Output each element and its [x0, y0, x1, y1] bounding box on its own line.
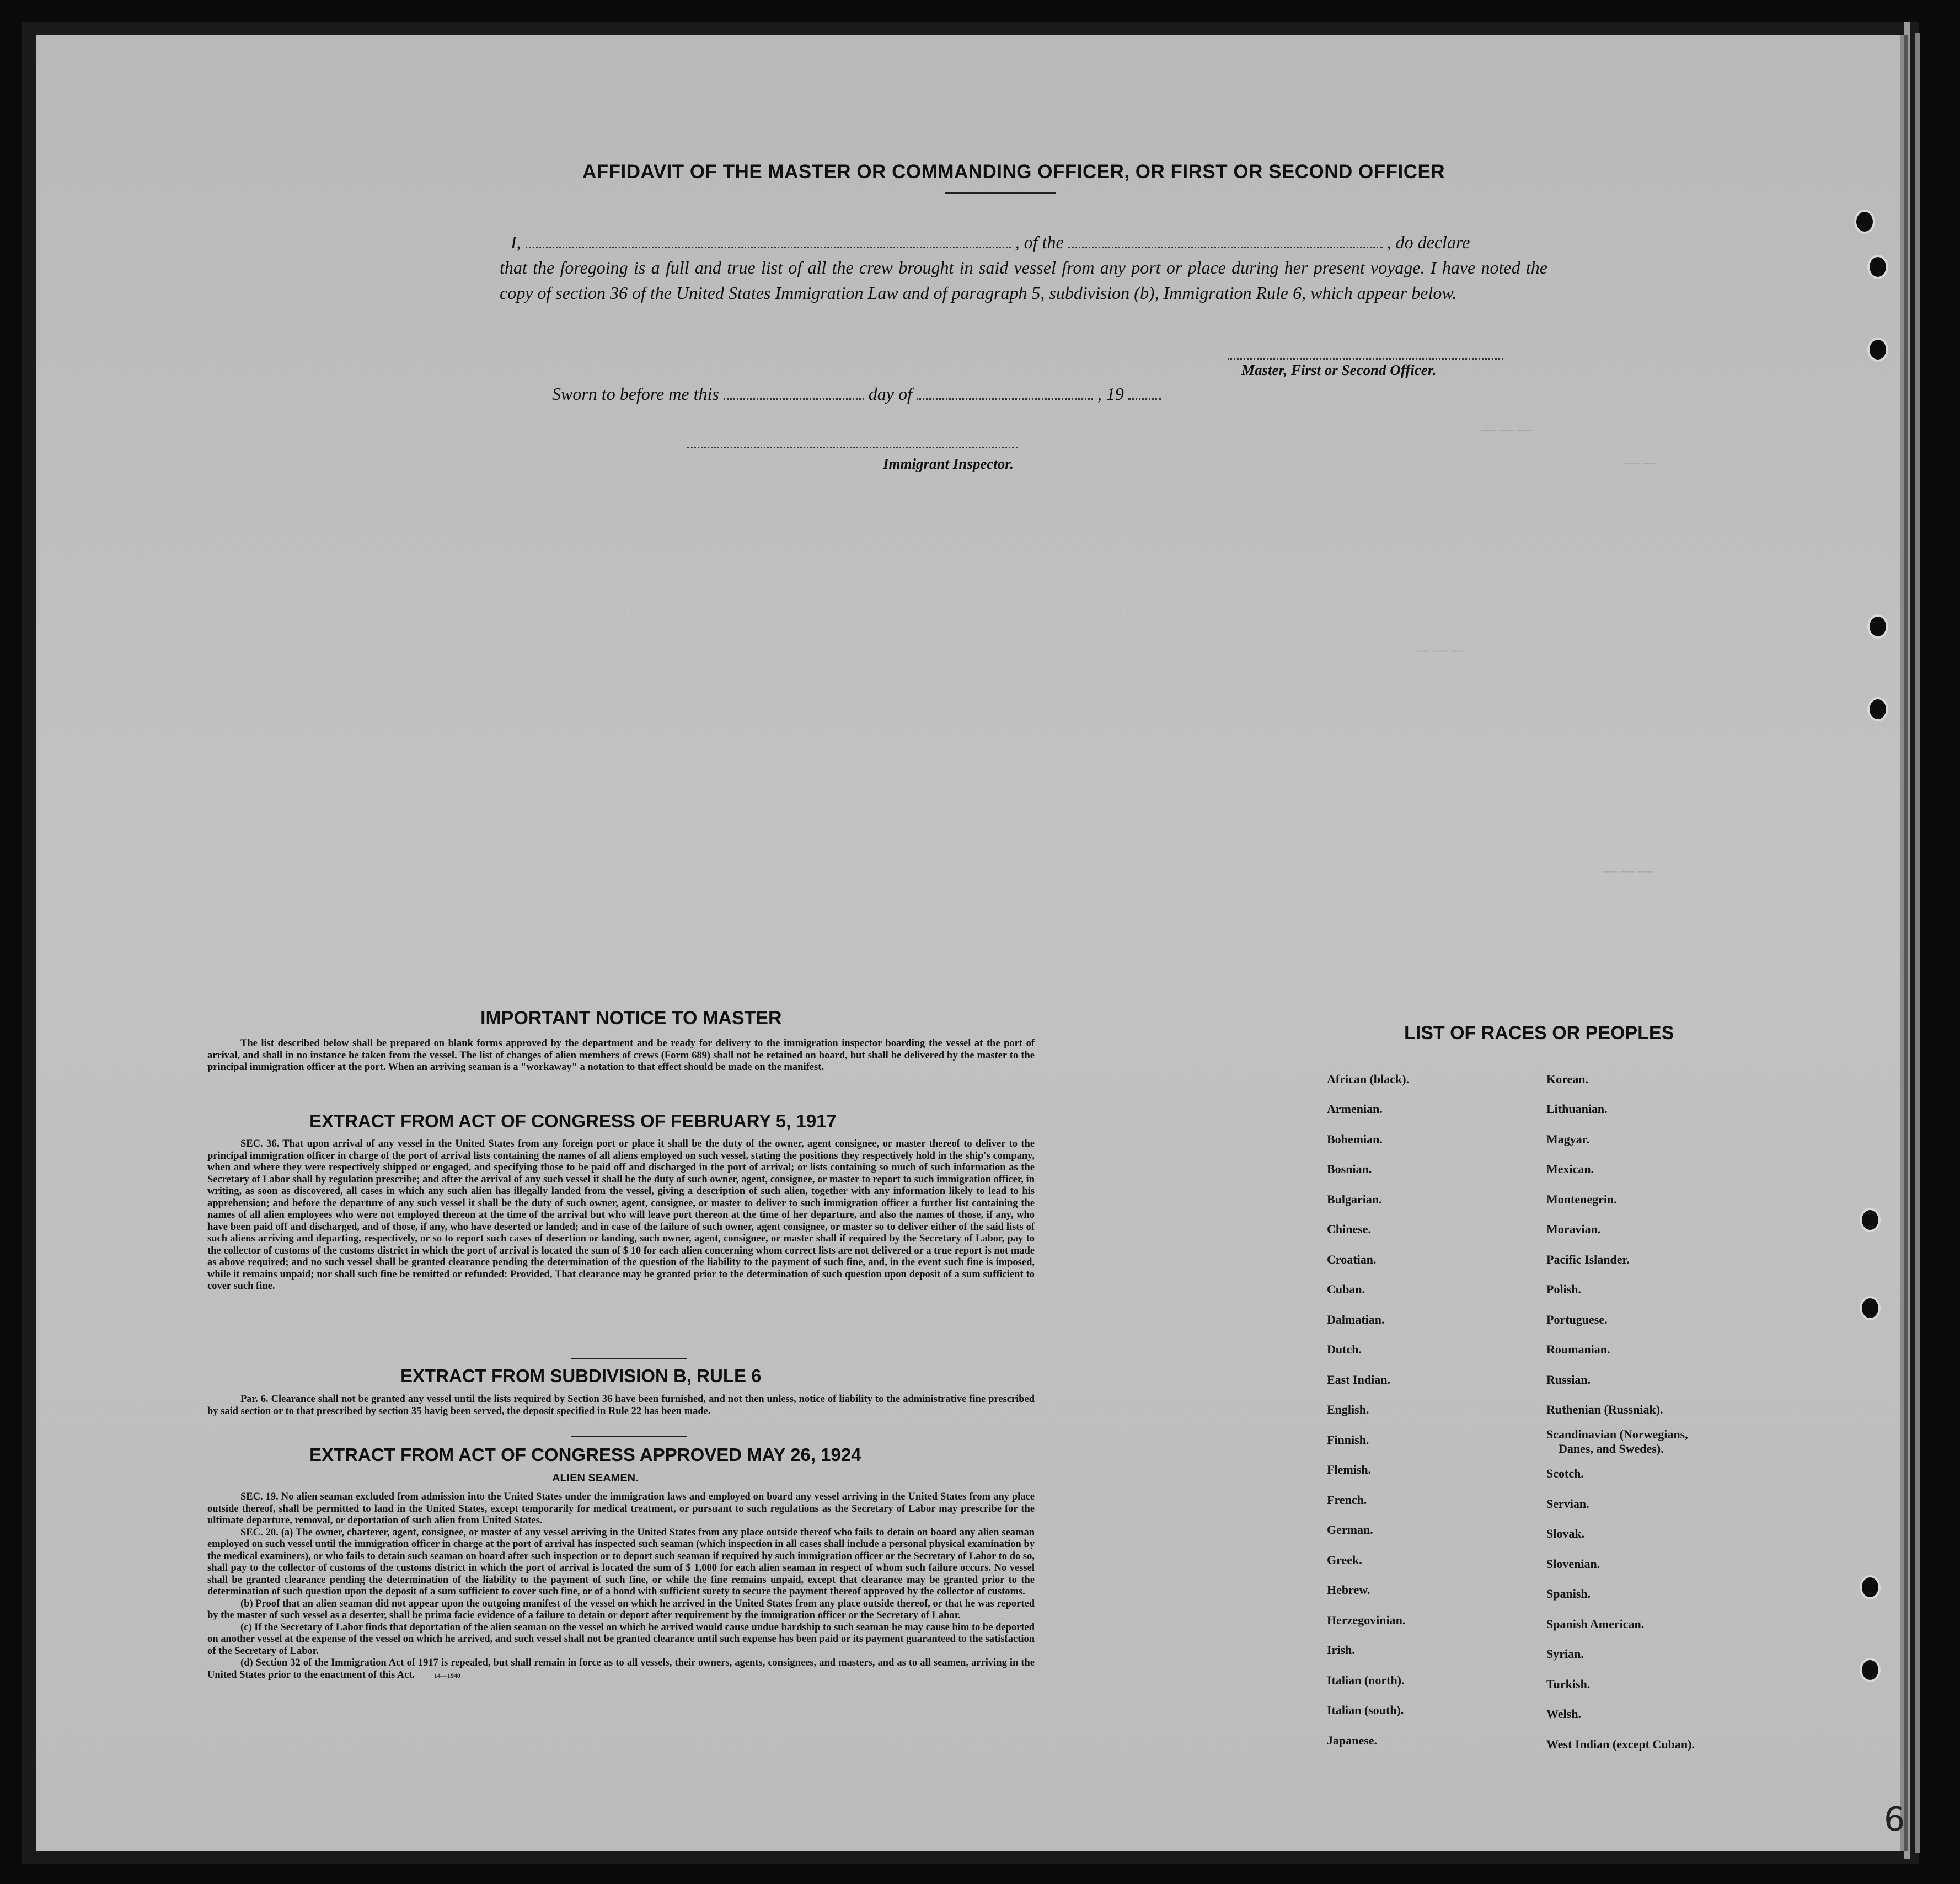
race-item: Turkish. [1546, 1677, 1591, 1691]
inspector-signature-line[interactable] [687, 443, 1018, 448]
race-item: Italian (south). [1327, 1703, 1404, 1717]
binder-hole [1860, 1208, 1881, 1232]
race-item: Russian. [1546, 1373, 1591, 1387]
race-item: Lithuanian. [1546, 1102, 1608, 1116]
extract-1924-body [207, 1491, 1035, 1682]
form-number: 14—1940 [433, 1671, 460, 1679]
race-item: Scotch. [1546, 1466, 1584, 1480]
notice-text: The list described below shall be prepared on blank forms approved by the department and be ready for delivery to the immigration inspector boarding the vessel at the port of arrival, and shall in no instance be taken from the vessel. The list of changes of alien members of crews (Form 689) shall not be retained on board, but shall be delivered by the master to the principal immigration officer at the port. When an arriving seaman is a "workaway" a notation to that effect should be made on the manifest. [207, 1038, 1035, 1073]
race-item: Dutch. [1327, 1342, 1362, 1356]
race-item: Ruthenian (Russniak). [1546, 1403, 1663, 1416]
name-field[interactable] [526, 243, 1011, 248]
affidavit-title: AFFIDAVIT OF THE MASTER OR COMMANDING OFFICER, OR FIRST OR SECOND OFFICER [582, 161, 1445, 183]
sec-20d-body: (d) Section 32 of the Immigration Act of 1917 is repealed, but shall remain in force as to all vessels, their owners, agents, consignees, and masters, and as to all seamen, arriving in the United States prior to the enactment of this Act. [207, 1657, 1035, 1680]
binder-hole [1867, 614, 1888, 639]
race-item: African (black). [1327, 1072, 1410, 1086]
race-item: Danes, and Swedes). [1559, 1442, 1664, 1455]
race-item: Flemish. [1327, 1463, 1372, 1476]
race-item: Italian (north). [1327, 1673, 1405, 1687]
document-sheet: — — — — — — — — — — — AFFIDAVIT OF THE MASTER OR COMMANDING OFFICER, OR FIRST OR SECOND OFFICER I, , of the , do declare that the foregoing is a full and true list of all the crew brought in said vessel from any port or place during her present voyage. I have noted the copy of section 36 of the United States Immigration Law and of paragraph 5, subdivision (b), Immigration Rule 6, which appear below. Master, First or Second Officer. Sworn to before me this day of , 19 Immigrant Inspector. IMPORTANT NOTICE TO MASTER The list described below shall be prepared on blank forms approved by the department and be ready for delivery to the immigration inspector boarding the vessel at the port of arrival, and shall in no instance be taken from the vessel. The list of changes of alien members of crews (Form 689) shall not be retained on board, but shall be delivered by the master to the principal immigration officer at the port. When an arriving seaman is a "workaway" a notation to that effect should be made on the manifest. EXTRACT FROM ACT OF CONGRESS OF FEBRUARY 5, 1917 SEC. 36. That upon arrival of any vessel in the United States from any foreign port or place it shall be the duty of the owner, agent consignee, or master thereof to deliver to the principal immigration officer in charge of the port of arrival lists containing the names of all aliens employed on such vessel, stating the positions they respectively hold in the ship's company, when and where they were respectively shipped or engaged, and specifying those to be paid off and discharged in the port of arrival; or lists containing so much of such information as the Secretary of Labor shall by regulation prescribe; and after the arrival of any such vessel it shall be the duty of such owner, agent, consignee, or master to report to such immigration officer, in writing, as soon as discovered, all cases in which any such alien has illegally landed from the vessel, giving a description of such alien, together with any information likely to lead to his apprehension; and before the departure of any such vessel it shall be the duty of such owner, agent, consignee, or master to deliver to such immigration officer a further list containing the names of all alien employees who were not employed thereon at the time of the arrival but who will leave port thereon at the time of her departure, and also the names of those, if any, who have been paid off and discharged, and of those, if any, who have deserted or landed; and in case of the failure of such owner, agent consignee, or master so to deliver either of the said lists of such aliens arriving and departing, respectively, or so to report such cases of desertion or landing, such owner, agent, consignee, or master shall if required by the Secretary of Labor, pay to the collector of customs of the customs district in which the port of arrival is located the sum of $ 10 for each alien concerning whom correct lists are not delivered or a true report is not made as above required; and no such vessel shall be granted clearance pending the determination of the question of the liability to the payment of such fine, and, in the event such fine is imposed, while it remains unpaid; nor shall such fine be remitted or refunded: Provided, That clearance may be granted prior to the determination of such question upon deposit of a sum sufficient to cover such fine. EXTRACT FROM SUBDIVISION B, RULE 6 Par. 6. Clearance shall not be granted any vessel until the lists required by Section 36 have been furnished, and not then unless, notice of liability to the administrative fine prescribed by said section or to that prescribed by section 35 havig been served, the deposit specified in Rule 22 has been made. EXTRACT FROM ACT OF CONGRESS APPROVED MAY 26, 1924 ALIEN SEAMEN. SEC. 19. No alien seaman excluded from admission into the United States under the immigration laws and employed on board any vessel arriving in the United States from any place outside thereof, shall be permitted to land in the United States, except temporarily for medical treatment, or pursuant to such regulations as the Secretary of Labor may prescribe for the ultimate departure, removal, or deportation of such alien from United States. SEC. 20. (a) The owner, charterer, agent, consignee, or master of any vessel arriving in the United States from any place outside thereof who fails to detain on board any alien seaman employed on such vessel until the immigration officer in charge at the port of arrival has inspected such seaman (which inspection in all cases shall include a personal physical examination by the medical examiners), or who fails to detain such seaman on board after such inspection or to deport such seaman if required by such immigration officer or the Secretary of Labor to do so, shall pay to the collector of customs of the customs district in which the port of arrival is located the sum of $ 1,000 for each alien seaman in respect of whom such failure occurs. No vessel shall be granted clearance pending the determination of the liability to the payment of such fine, or while the fine remains unpaid, except that clearance may be granted prior to the determination of such question upon the deposit of a sum sufficient to cover such fine, or of a bond with sufficient surety to secure the payment thereof approved by the collector of customs. (b) Proof that an alien seaman did not appear upon the outgoing manifest of the vessel on which he arrived in the United States from any place outside thereof, or that he was reported by the master of such vessel as a deserter, shall be prima facie evidence of a failure to detain or deport after requirement by the immigration officer or the Secretary of Labor. (c) If the Secretary of Labor finds that deportation of the alien seaman on the vessel on which he arrived would cause undue hardship to such seaman he may cause him to be deported on another vessel at the expense of the vessel on which he arrived, and such vessel shall not be granted clearance until such expense has been paid or its payment guaranteed to the satisfaction of the Secretary of Labor. (d) Section 32 of the Immigration Act of 1917 is repealed, but shall remain in force as to all vessels, their owners, agents, consignees, and masters, and as to all seamen, arriving in the United States prior to the enactment of this Act. 14—1940 LIST OF RACES OR PEOPLES African (black). Armenian. Bohemian. Bosnian. Bulgarian. Chinese. Croatian. Cuban. Dalmatian. Dutch. East Indian. English. Finnish. Flemish. French. German. Greek. Hebrew. Herzegovinian. Irish. Italian (north). Italian (south). Japanese. Korean. Lithuanian. Magyar. Mexican. Montenegrin. Moravian. Pacific Islander. Polish. Portuguese. Roumanian. Russian. Ruthenian (Russniak). Scandinavian (Norwegians, Danes, and Swedes). Scotch. Servian. Slovak. Slovenian. Spanish. Spanish American. Syrian. Turkish. Welsh. West Indian (except Cuban). 6 [36, 35, 1904, 1851]
race-item: Irish. [1327, 1643, 1355, 1657]
page-edge-shadow [1915, 33, 1920, 1853]
race-item: Spanish American. [1546, 1617, 1645, 1631]
race-item: Portuguese. [1546, 1313, 1608, 1326]
declaration-do-declare: , do declare [1386, 232, 1470, 252]
race-item: West Indian (except Cuban). [1546, 1737, 1695, 1751]
sec-19-text: SEC. 19. No alien seaman excluded from admission into the United States under the immigration laws and employed on board any vessel arriving in the United States from any place outside thereof, shall be permitted to land in the United States, except temporarily for medical treatment, or pursuant to such regulations as the Secretary of Labor may prescribe for the ultimate departure, removal, or deportation of such alien from United States. [207, 1491, 1035, 1526]
affidavit-declaration [500, 229, 1547, 306]
race-item: Magyar. [1546, 1132, 1590, 1146]
notice-title: IMPORTANT NOTICE TO MASTER [480, 1008, 782, 1029]
vessel-field[interactable] [1068, 243, 1383, 248]
race-item: Greek. [1327, 1553, 1362, 1567]
extract-1924-subtitle: ALIEN SEAMEN. [552, 1472, 639, 1484]
race-item: East Indian. [1327, 1373, 1390, 1387]
inspector-signature-label: Immigrant Inspector. [883, 456, 1014, 472]
race-item: Pacific Islander. [1546, 1253, 1630, 1266]
declaration-i: I, [511, 232, 521, 252]
race-item: Slovak. [1546, 1527, 1585, 1540]
race-item: Slovenian. [1546, 1557, 1600, 1571]
race-item: Roumanian. [1546, 1342, 1610, 1356]
binder-hole [1854, 210, 1875, 234]
race-item: Welsh. [1546, 1707, 1581, 1721]
sworn-day-field[interactable] [724, 395, 864, 400]
race-item: Bohemian. [1327, 1132, 1383, 1146]
race-item: Scandinavian (Norwegians, [1546, 1427, 1688, 1441]
master-signature-line[interactable] [1228, 355, 1503, 360]
race-item: Bulgarian. [1327, 1192, 1382, 1206]
extract-rule6-title: EXTRACT FROM SUBDIVISION B, RULE 6 [400, 1366, 762, 1386]
race-item: Spanish. [1546, 1587, 1591, 1601]
race-item: Moravian. [1546, 1222, 1601, 1236]
extract-1924-title: EXTRACT FROM ACT OF CONGRESS APPROVED MAY 26, 1924 [309, 1444, 861, 1465]
race-item: Chinese. [1327, 1222, 1372, 1236]
margin-handwritten-mark: 6 [1884, 1800, 1905, 1839]
declaration-body: that the foregoing is a full and true list of all the crew brought in said vessel from any port or place during her present voyage. I have noted the copy of section 36 of the United States Immigration Law and of paragraph 5, subdivision (b), Immigration Rule 6, which appear below. [500, 258, 1547, 303]
race-item: Mexican. [1546, 1162, 1594, 1176]
title-rule [945, 192, 1056, 194]
sec-20b-text: (b) Proof that an alien seaman did not appear upon the outgoing manifest of the vessel on which he arrived in the United States from any place outside thereof, or that he was reported by the master of such vessel as a deserter, shall be prima facie evidence of a failure to detain or deport after requirement by the immigration officer or the Secretary of Labor. [207, 1598, 1035, 1621]
race-item: Korean. [1546, 1072, 1588, 1086]
divider-2 [571, 1436, 687, 1437]
divider-1 [571, 1358, 687, 1359]
sworn-day-of: day of [868, 384, 912, 404]
race-item: Dalmatian. [1327, 1313, 1385, 1326]
binder-hole [1860, 1296, 1881, 1320]
race-item: Hebrew. [1327, 1583, 1370, 1597]
race-item: Cuban. [1327, 1282, 1365, 1296]
declaration-of-the: , of the [1015, 232, 1064, 252]
binder-hole [1867, 255, 1888, 279]
sec-20d-text [207, 1657, 1035, 1682]
binder-hole [1867, 697, 1888, 721]
sworn-line [552, 384, 1161, 404]
binder-hole [1860, 1658, 1881, 1682]
race-item: German. [1327, 1523, 1373, 1537]
sworn-prefix: Sworn to before me this [552, 384, 719, 404]
sworn-year-field[interactable] [1128, 395, 1161, 400]
extract-rule6-text: Par. 6. Clearance shall not be granted any vessel until the lists required by Section 36 have been furnished, and not then unless, notice of liability to the administrative fine prescribed by said section or to that prescribed by section 35 havig been served, the deposit specified in Rule 22 has been made. [207, 1394, 1035, 1417]
sworn-year-prefix: , 19 [1097, 384, 1124, 404]
race-item: Croatian. [1327, 1253, 1377, 1266]
race-item: French. [1327, 1493, 1367, 1507]
extract-1917-text: SEC. 36. That upon arrival of any vessel in the United States from any foreign port or place it shall be the duty of the owner, agent consignee, or master thereof to deliver to the principal immigration officer in charge of the port of arrival lists containing the names of all aliens employed on such vessel, stating the positions they respectively hold in the ship's company, when and where they were respectively shipped or engaged, and specifying those to be paid off and discharged in the port of arrival; or lists containing so much of such information as the Secretary of Labor shall by regulation prescribe; and after the arrival of any such vessel it shall be the duty of such owner, agent, consignee, or master to report to such immigration officer, in writing, as soon as discovered, all cases in which any such alien has illegally landed from the vessel, giving a description of such alien, together with any information likely to lead to his apprehension; and before the departure of any such vessel it shall be the duty of such owner, agent, consignee, or master to deliver to such immigration officer a further list containing the names of all alien employees who were not employed thereon at the time of the arrival but who will leave port thereon at the time of her departure, and also the names of those, if any, who have been paid off and discharged, and of those, if any, who have deserted or landed; and in case of the failure of such owner, agent consignee, or master so to deliver either of the said lists of such aliens arriving and departing, respectively, or so to report such cases of desertion or landing, such owner, agent, consignee, or master shall if required by the Secretary of Labor, pay to the collector of customs of the customs district in which the port of arrival is located the sum of $ 10 for each alien concerning whom correct lists are not delivered or a true report is not made as above required; and no such vessel shall be granted clearance pending the determination of the question of the liability to the payment of such fine, and, in the event such fine is imposed, while it remains unpaid; nor shall such fine be remitted or refunded: Provided, That clearance may be granted prior to the determination of such question upon deposit of a sum sufficient to cover such fine. [207, 1138, 1035, 1292]
race-item: Herzegovinian. [1327, 1613, 1406, 1627]
sec-20c-text: (c) If the Secretary of Labor finds that deportation of the alien seaman on the vessel on which he arrived would cause undue hardship to such seaman he may cause him to be deported on another vessel at the expense of the vessel on which he arrived, and such vessel shall not be granted clearance until such expense has been paid or its payment guaranteed to the satisfaction of the Secretary of Labor. [207, 1621, 1035, 1657]
sworn-month-field[interactable] [917, 395, 1093, 400]
race-item: Armenian. [1327, 1102, 1383, 1116]
race-item: Japanese. [1327, 1733, 1378, 1747]
race-item: English. [1327, 1403, 1369, 1416]
race-item: Bosnian. [1327, 1162, 1372, 1176]
page-edge [1904, 22, 1910, 1859]
extract-1917-title: EXTRACT FROM ACT OF CONGRESS OF FEBRUARY 5, 1917 [309, 1111, 837, 1131]
master-signature-label: Master, First or Second Officer. [1241, 362, 1437, 378]
binder-hole [1860, 1575, 1881, 1599]
race-item: Finnish. [1327, 1433, 1369, 1447]
race-item: Syrian. [1546, 1647, 1584, 1661]
sec-20a-text: SEC. 20. (a) The owner, charterer, agent, consignee, or master of any vessel arriving in the United States from any place outside thereof who fails to detain on board any alien seaman employed on such vessel until the immigration officer in charge at the port of arrival has inspected such seaman (which inspection in all cases shall include a personal physical examination by the medical examiners), or who fails to detain such seaman on board after such inspection or to deport such seaman if required by such immigration officer or the Secretary of Labor to do so, shall pay to the collector of customs of the customs district in which the port of arrival is located the sum of $ 1,000 for each alien seaman in respect of whom such failure occurs. No vessel shall be granted clearance pending the determination of the liability to the payment of such fine, or while the fine remains unpaid, except that clearance may be granted prior to the determination of such question upon the deposit of a sum sufficient to cover such fine, or of a bond with sufficient surety to secure the payment thereof approved by the collector of customs. [207, 1527, 1035, 1597]
binder-hole [1867, 338, 1888, 362]
race-item: Polish. [1546, 1282, 1581, 1296]
race-item: Servian. [1546, 1497, 1589, 1511]
race-item: Montenegrin. [1546, 1192, 1617, 1206]
races-title: LIST OF RACES OR PEOPLES [1404, 1023, 1674, 1043]
